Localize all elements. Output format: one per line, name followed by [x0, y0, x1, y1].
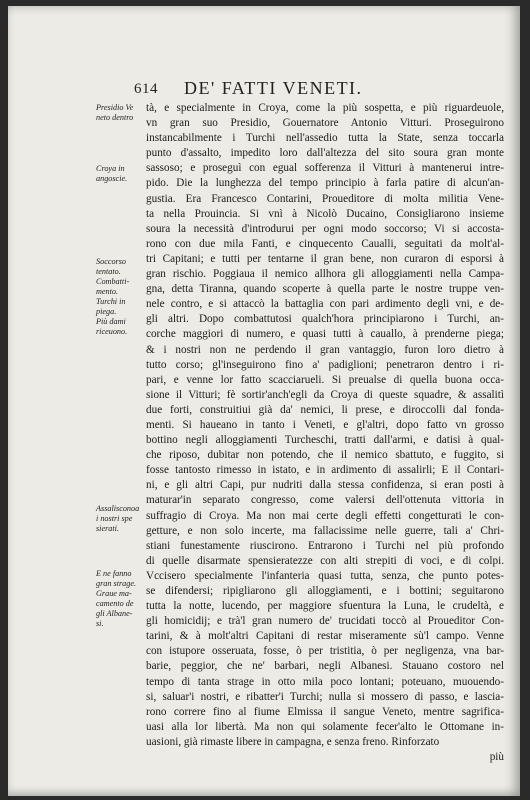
margin-note-line: Soccorso: [96, 257, 127, 266]
text-line: ta nella Prouincia. Si vnì à Nicolò Ducaino, Consigliarono insieme: [146, 207, 504, 220]
book-page: [8, 6, 520, 796]
text-line: barie, peggior, che ne' barbari, negli Albanesi. Stauano costoro nel: [146, 660, 504, 673]
margin-note-line: angoscie.: [96, 174, 128, 183]
text-line: punto d'assalto, impedito loro dall'altezza del sito soura gran monte: [146, 147, 504, 160]
text-line: fosse tantosto rimesso in istato, e in ardimento di assalirli; E il Contari-: [146, 464, 504, 477]
text-line: stiani funestamente riuscirono. Entrarono i Turchi nel più profondo: [146, 539, 504, 552]
text-line: tà, e specialmente in Croya, come la più sospetta, e più riguardeuole,: [146, 102, 504, 114]
running-head: DE' FATTI VENETI.: [184, 78, 363, 98]
text-line: maturar'in separato congresso, come valersi dell'ottenuta vittoria in: [146, 494, 504, 507]
text-line: sione il Vitturi; fè sortir'anch'egli da Croya di queste squadre, & assalitì: [146, 388, 504, 401]
text-line: se difendersi; ripigliarono gli alloggiamenti, e i bottini; seguitarono: [146, 585, 504, 597]
text-line: tutta la notte, lucendo, per maggiore sfuentura la Luna, le crudeltà, e: [146, 600, 504, 613]
margin-note: [96, 103, 146, 123]
text-line: & i nostri non ne perdendo il gran vantaggio, furon loro dietro à: [146, 343, 504, 356]
text-line: rono con due mila Fanti, e cinquecento Caualli, seguitati da molt'al-: [146, 237, 504, 250]
margin-note-line: mento.: [96, 287, 119, 296]
text-line: di quelle disarmate spensieratezze con alti strepiti di voci, e di colpi.: [146, 554, 504, 567]
margin-note-line: sierati.: [96, 524, 119, 533]
text-line: uasioni, già rimaste libere in campagna, e senza freno. Rinforzato: [146, 735, 440, 748]
text-line: corche maggiori di numero, e quasi tutti à cauallo, à prenderne piega;: [146, 328, 504, 341]
text-line: getture, e non solo incerte, ma fallacissime nelle guerre, tali a' Chri-: [146, 524, 504, 537]
margin-note-line: si.: [96, 619, 104, 628]
text-line: pido. Die la lunghezza del tempo principio à farla patire di alcun'an-: [146, 177, 504, 190]
text-line: bottino negli alloggiamenti Turcheschi, tratti dall'armi, e datisi à qual-: [146, 434, 504, 447]
margin-note-line: Più dami: [96, 317, 126, 326]
page-number: 614: [134, 81, 158, 97]
margin-note-line: gran strage.: [96, 579, 137, 588]
body-text: [146, 101, 504, 765]
text-line: instancabilmente i Turchi nell'assedio tutta la State, senza toccarla: [146, 132, 504, 145]
text-line: tri Capitani; e tutti per tentarne il gran bene, non curaron di esporsi à: [146, 252, 504, 265]
text-line: gli altri. Dopo combattutosi qualch'hora principiarono i Turchi, an-: [146, 313, 504, 326]
margin-note-line: gli Albane-: [96, 609, 133, 618]
text-line: vn gran suo Presidio, Gouernatore Antonio Vitturi. Proseguirono: [146, 117, 504, 130]
text-line: si, saluar'i nostri, e ribatter'i Turchi; nulla si mossero di passo, e lascia-: [146, 690, 504, 703]
margin-note-line: Presidio Ve: [96, 103, 134, 112]
text-line: pari, e venne lor fatto scacciarueli. Si preualse di quella buona occa-: [146, 373, 504, 386]
margin-note-line: riceuono.: [96, 327, 128, 336]
margin-note-line: Croya in: [96, 164, 125, 173]
text-line: che riposo, dubitar non potendo, che il nemico sbattuto, e fuggito, si: [146, 449, 504, 462]
text-line: menti. Si haueano in tanto i Veneti, e gl'altri, dopo fatto vn grosso: [146, 418, 504, 431]
margin-note-line: E ne fanno: [96, 569, 132, 578]
text-line: Vccisero specialmente l'infanteria quasi tutta, senza, che punto potes-: [146, 569, 504, 582]
margin-note-line: i nostri spe: [96, 514, 133, 523]
margin-note-line: camento de: [96, 599, 134, 608]
text-line: soura la necessità d'introdurui per ogni modo soccorso; Vi si accosta-: [146, 222, 504, 235]
text-line: tempo di tanta strage in otto mila poco lontani; poteuano, muouendo-: [146, 675, 504, 688]
catchword: più: [489, 751, 504, 764]
text-line: sassoso; e proseguì con egual sofferenza il Vitturi à mantenerui intre-: [146, 162, 504, 175]
text-line: con istupore osseruata, fosse, ò per tristitia, ò per negligenza, vna bar-: [146, 645, 504, 658]
text-line: gran rischio. Poggiaua il nemico allhora gli alloggiamenti nella Campa-: [146, 268, 504, 281]
margin-note-line: Turchi in: [96, 297, 126, 306]
text-line: uasi alla lor libertà. Ma non qui solamente fecer'alto le Ottomane in-: [146, 720, 504, 733]
text-line: rono correre fino al fiume Elmissa il sangue Veneto, mentre sagrifica-: [146, 705, 504, 718]
text-line: nele contro, e si attaccò la battaglia con pari ardimento degli vni, e de-: [146, 298, 504, 311]
text-line: gustia. Era Francesco Contarini, Proueditore di molta militia Vene-: [146, 192, 504, 205]
text-line: suffragio di Croya. Ma non mai certe degli effetti congetturati le con-: [146, 509, 504, 522]
text-line: gna, detta Tiranna, quando scoperte à quella parte le nostre truppe ven-: [146, 283, 504, 296]
text-line: tarini, & à molt'altri Capitani di restar miseramente sù'l campo. Venne: [146, 630, 504, 643]
text-line: tutto corso; gl'inseguirono fino a' padiglioni; penetraron dentro i ri-: [146, 358, 504, 371]
text-line: due forti, construitiui già da' nemici, li prese, e diroccolli dal fonda-: [146, 403, 504, 416]
text-line: ni, e gli altri Capi, pur nudriti dalla stessa confidenza, si eran posti à: [146, 479, 504, 492]
margin-note-line: Combatti-: [96, 277, 130, 286]
margin-note-line: piega.: [96, 307, 117, 316]
margin-note: [96, 257, 146, 337]
text-line: gli homicidij; e trà'l gran numero de' trucidati toccò al Proueditor Con-: [146, 615, 504, 628]
margin-note: [96, 569, 146, 629]
margin-note-line: neto dentro: [96, 113, 134, 122]
margin-note: [96, 164, 146, 184]
margin-note-line: Assalisconoa: [96, 504, 140, 513]
margin-note-line: tentato.: [96, 267, 121, 276]
margin-note-line: Graue ma-: [96, 589, 132, 598]
margin-note: [96, 504, 146, 534]
